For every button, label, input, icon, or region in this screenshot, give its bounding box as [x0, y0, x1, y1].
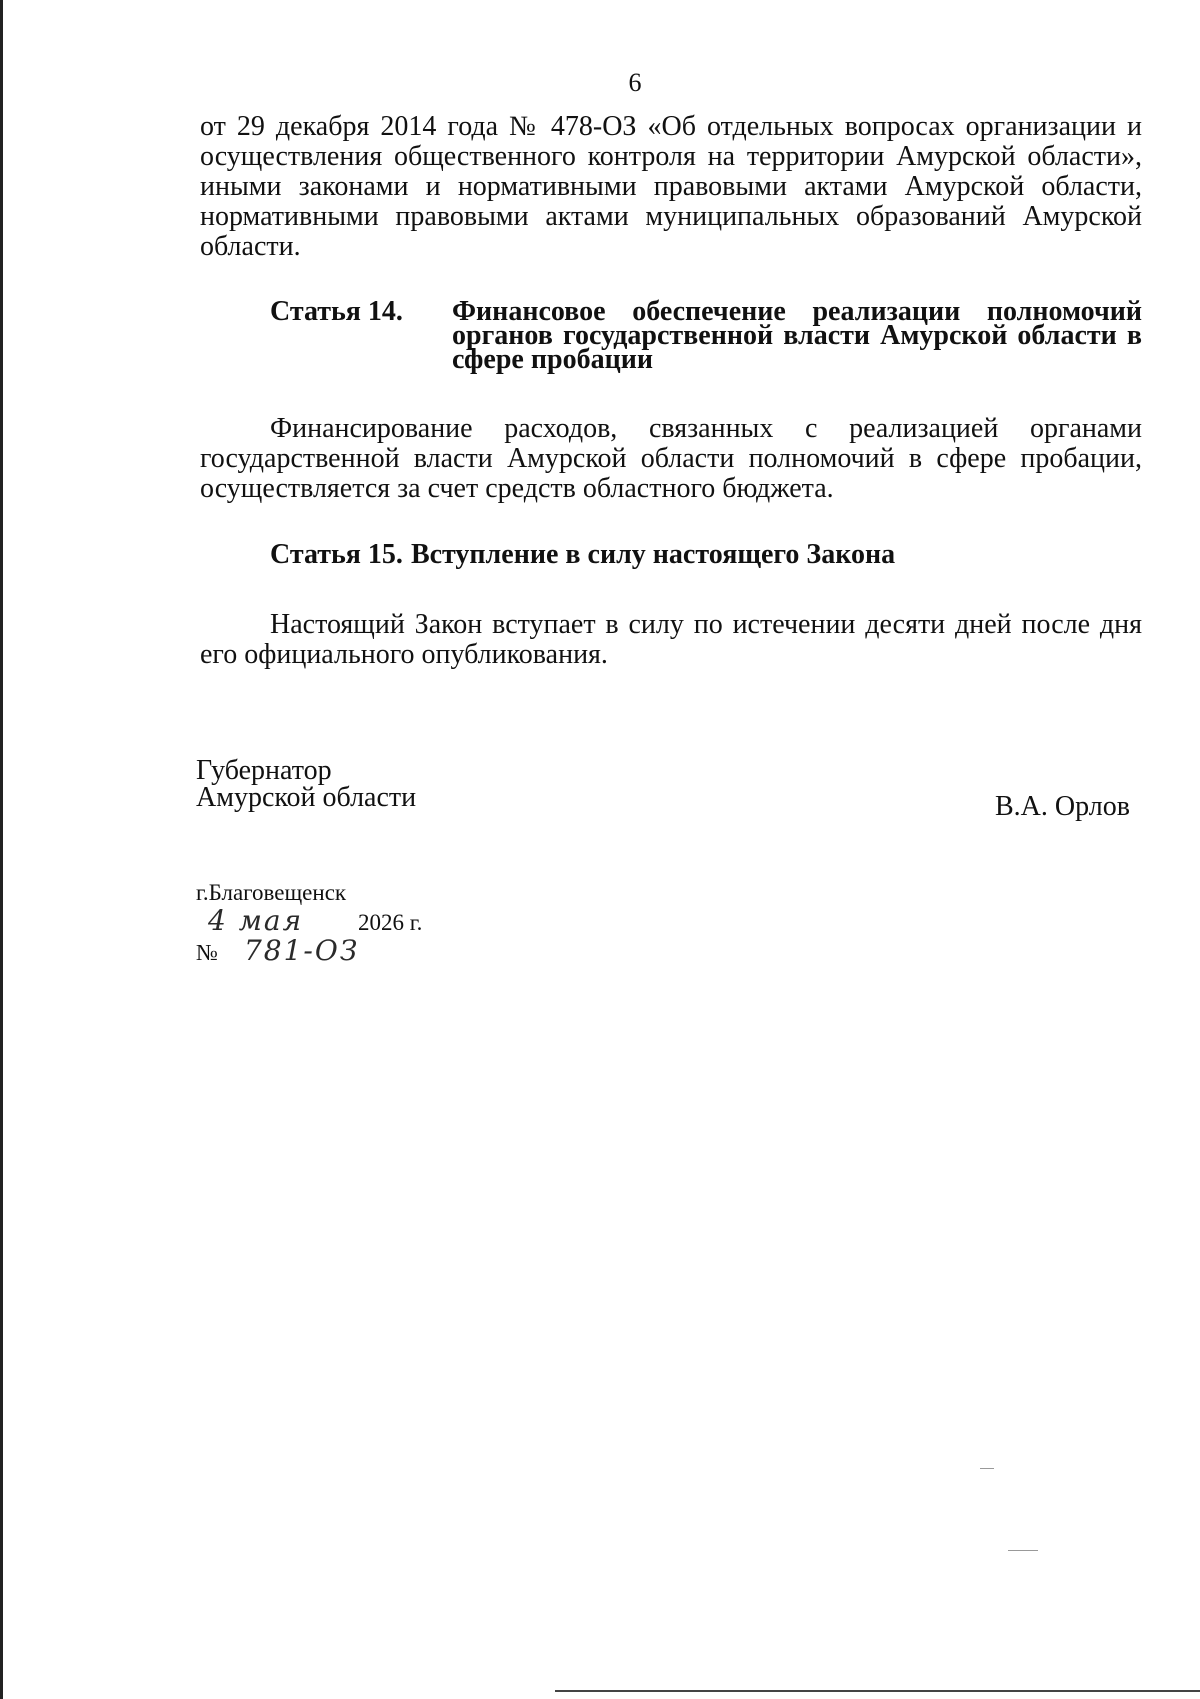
article-15-number: Статья 15.: [270, 539, 403, 570]
scan-edge-bottom: [555, 1690, 1200, 1692]
law-number-label: №: [196, 940, 218, 965]
article-14-body: [200, 414, 1142, 504]
law-number: [196, 936, 359, 968]
article-14-title: Финансовое обеспечение реализации полномочий органов государственной власти Амурской области в сфере пробации: [452, 296, 1142, 375]
signing-year: 2026 г.: [358, 910, 423, 935]
signatory-position-line-1: Губернатор: [196, 755, 332, 786]
scan-edge-left: [0, 0, 3, 1699]
signatory-position-line-2: Амурской области: [196, 782, 417, 813]
scan-speck: [1008, 1550, 1038, 1551]
handwritten-date: 4 мая: [208, 904, 304, 937]
article-15-text: Настоящий Закон вступает в силу по истечении десяти дней после дня его официального опубликования.: [200, 609, 1142, 670]
article-14-heading: [270, 296, 1142, 375]
intro-paragraph: [200, 112, 1142, 262]
article-14-number: Статья 14.: [270, 296, 403, 327]
article-15-title: Вступление в силу настоящего Закона: [410, 539, 896, 570]
intro-paragraph-text: от 29 декабря 2014 года № 478-ОЗ «Об отдельных вопросах организации и осуществления общественного контроля на территории Амурской области», иными законами и нормативными правовыми актами Амурской области, нормативными правовыми актами муниципальных образований Амурской области.: [200, 111, 1142, 262]
signatory-name: В.А. Орлов: [995, 791, 1130, 822]
article-15-body: [200, 610, 1142, 670]
page-number: 6: [628, 68, 642, 97]
scan-speck: [980, 1468, 994, 1469]
article-15-heading: [270, 540, 1142, 570]
article-14-text: Финансирование расходов, связанных с реализацией органами государственной власти Амурской области полномочий в сфере пробации, осуществляется за счет средств областного бюджета.: [200, 413, 1142, 504]
handwritten-law-number: 781-ОЗ: [243, 934, 360, 967]
signing-place: г.Благовещенск: [196, 880, 347, 905]
signatory-position: [196, 757, 416, 811]
